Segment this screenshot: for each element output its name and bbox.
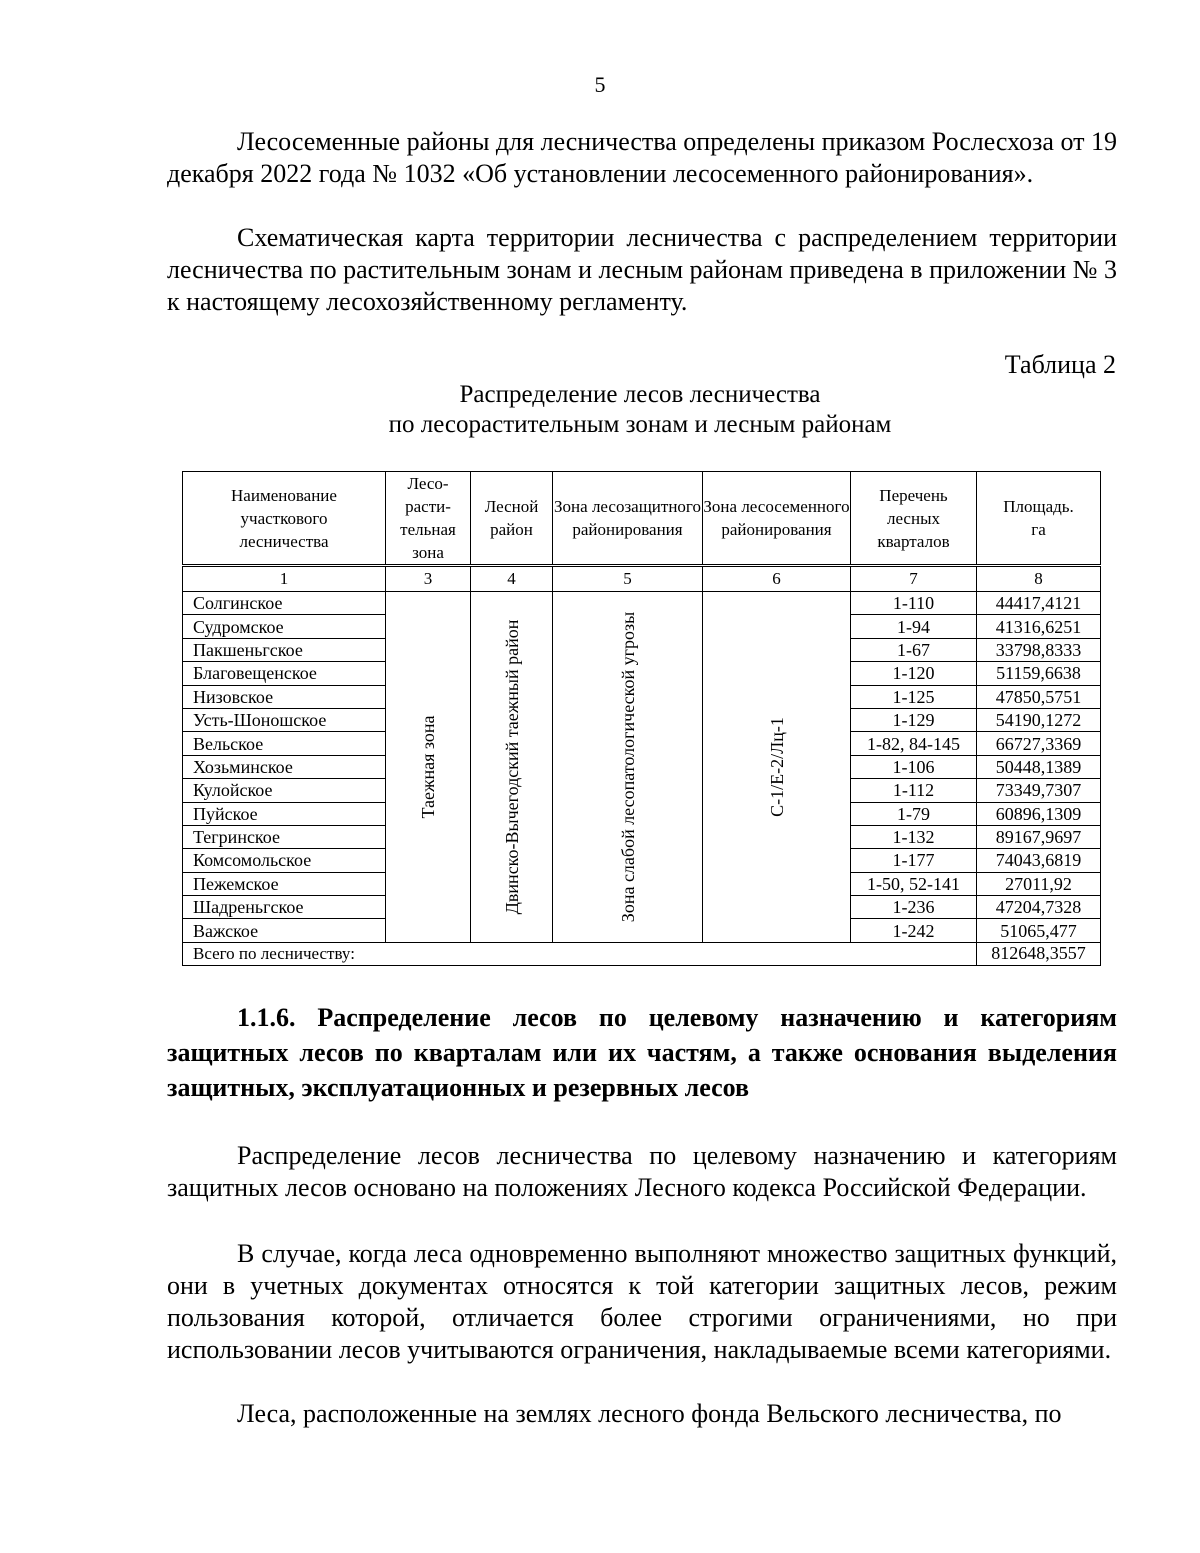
paragraph-velsk-forests: Леса, расположенные на землях лесного фонда Вельского лесничества, по [237, 1399, 1062, 1428]
vegetation-zone-cell [386, 592, 471, 943]
forestry-name-cell: Судромское [183, 615, 386, 638]
area-cell: 41316,6251 [977, 615, 1101, 638]
header-forest-region: Лесной район [471, 472, 553, 566]
protection-zone-text: Зона слабой лесопатологической угрозы [617, 611, 638, 923]
protection-zone-cell [553, 592, 703, 943]
area-cell: 73349,7307 [977, 779, 1101, 802]
column-number: 1 [183, 566, 386, 592]
quarters-cell: 1-94 [851, 615, 977, 638]
table-row [183, 592, 1101, 615]
total-label: Всего по лесничеству: [183, 942, 977, 965]
column-number: 3 [386, 566, 471, 592]
header-protection-zone: Зона лесозащитного районирования [553, 472, 703, 566]
quarters-cell: 1-106 [851, 755, 977, 778]
column-number-row [183, 566, 1101, 592]
header-forestry-name: Наименование участкового лесничества [183, 472, 386, 566]
table-header-row [183, 472, 1101, 566]
forestry-name-cell: Пуйское [183, 802, 386, 825]
forestry-name-cell: Пакшеньгское [183, 638, 386, 661]
forest-region-text: Двинско-Вычегодский таежный район [501, 619, 522, 915]
paragraph-seed-regions: Лесосеменные районы для лесничества определены приказом Рослесхоза от 19 декабря 2022 года № 1032 «Об установлении лесосеменного районирования». [167, 127, 1117, 188]
header-area: Площадь. га [977, 472, 1101, 566]
quarters-cell: 1-129 [851, 708, 977, 731]
column-number: 6 [703, 566, 851, 592]
quarters-cell: 1-125 [851, 685, 977, 708]
column-number: 7 [851, 566, 977, 592]
area-cell: 54190,1272 [977, 708, 1101, 731]
paragraph-multiple-functions: В случае, когда леса одновременно выполняют множество защитных функций, они в учетных документах относятся к той категории защитных лесов, режим пользования которой, отличается более строгими ограничениями, но при использовании лесов учитываются ограничения, накладываемые всеми категориями. [167, 1239, 1117, 1364]
forestry-name-cell: Благовещенское [183, 662, 386, 685]
area-cell: 47204,7328 [977, 896, 1101, 919]
area-cell: 33798,8333 [977, 638, 1101, 661]
paragraph-schematic-map: Схематическая карта территории лесничества с распределением территории лесничества по растительным зонам и лесным районам приведена в приложении № 3 к настоящему лесохозяйственному регламенту. [167, 223, 1117, 316]
forestry-name-cell: Усть-Шоношское [183, 708, 386, 731]
quarters-cell: 1-82, 84-145 [851, 732, 977, 755]
table-title [0, 380, 1200, 440]
area-cell: 51065,477 [977, 919, 1101, 942]
forestry-name-cell: Комсомольское [183, 849, 386, 872]
forestry-name-cell: Пежемское [183, 872, 386, 895]
quarters-cell: 1-236 [851, 896, 977, 919]
quarters-cell: 1-242 [851, 919, 977, 942]
quarters-cell: 1-132 [851, 825, 977, 848]
header-seed-zone: Зона лесосеменного районирования [703, 472, 851, 566]
area-cell: 51159,6638 [977, 662, 1101, 685]
area-cell: 60896,1309 [977, 802, 1101, 825]
header-vegetation-zone: Лесо-расти-тельная зона [386, 472, 471, 566]
seed-zone-text: С-1/Е-2/Лц-1 [766, 717, 787, 817]
column-number: 5 [553, 566, 703, 592]
table-title-line-2: по лесорастительным зонам и лесным районам [388, 411, 892, 438]
quarters-cell: 1-50, 52-141 [851, 872, 977, 895]
quarters-cell: 1-110 [851, 592, 977, 615]
forestry-name-cell: Важское [183, 919, 386, 942]
area-cell: 74043,6819 [977, 849, 1101, 872]
forest-distribution-table [182, 471, 1101, 966]
quarters-cell: 1-120 [851, 662, 977, 685]
forestry-name-cell: Солгинское [183, 592, 386, 615]
quarters-cell: 1-112 [851, 779, 977, 802]
area-cell: 47850,5751 [977, 685, 1101, 708]
forest-region-cell [471, 592, 553, 943]
area-cell: 27011,92 [977, 872, 1101, 895]
quarters-cell: 1-79 [851, 802, 977, 825]
forestry-name-cell: Низовское [183, 685, 386, 708]
total-row [183, 942, 1101, 965]
forestry-name-cell: Шадреньгское [183, 896, 386, 919]
quarters-cell: 1-177 [851, 849, 977, 872]
page-number: 5 [594, 72, 606, 97]
forestry-name-cell: Кулойское [183, 779, 386, 802]
area-cell: 66727,3369 [977, 732, 1101, 755]
paragraph-purpose-distribution: Распределение лесов лесничества по целевому назначению и категориям защитных лесов основано на положениях Лесного кодекса Российской Федерации. [167, 1141, 1117, 1202]
table-title-line-1: Распределение лесов лесничества [459, 381, 821, 408]
area-cell: 44417,4121 [977, 592, 1101, 615]
vegetation-zone-text: Таежная зона [418, 715, 438, 819]
seed-zone-cell [703, 592, 851, 943]
column-number: 4 [471, 566, 553, 592]
quarters-cell: 1-67 [851, 638, 977, 661]
forest-distribution-table-wrapper [182, 471, 1101, 966]
area-cell: 50448,1389 [977, 755, 1101, 778]
forestry-name-cell: Тегринское [183, 825, 386, 848]
section-heading: 1.1.6. Распределение лесов по целевому назначению и категориям защитных лесов по кварталам или их частям, а также основания выделения защитных, эксплуатационных и резервных лесов [167, 1003, 1117, 1102]
column-number: 8 [977, 566, 1101, 592]
forestry-name-cell: Вельское [183, 732, 386, 755]
forestry-name-cell: Хозьминское [183, 755, 386, 778]
area-cell: 89167,9697 [977, 825, 1101, 848]
table-caption: Таблица 2 [1004, 350, 1116, 379]
total-area: 812648,3557 [977, 942, 1101, 965]
header-quarters-list: Перечень лесных кварталов [851, 472, 977, 566]
